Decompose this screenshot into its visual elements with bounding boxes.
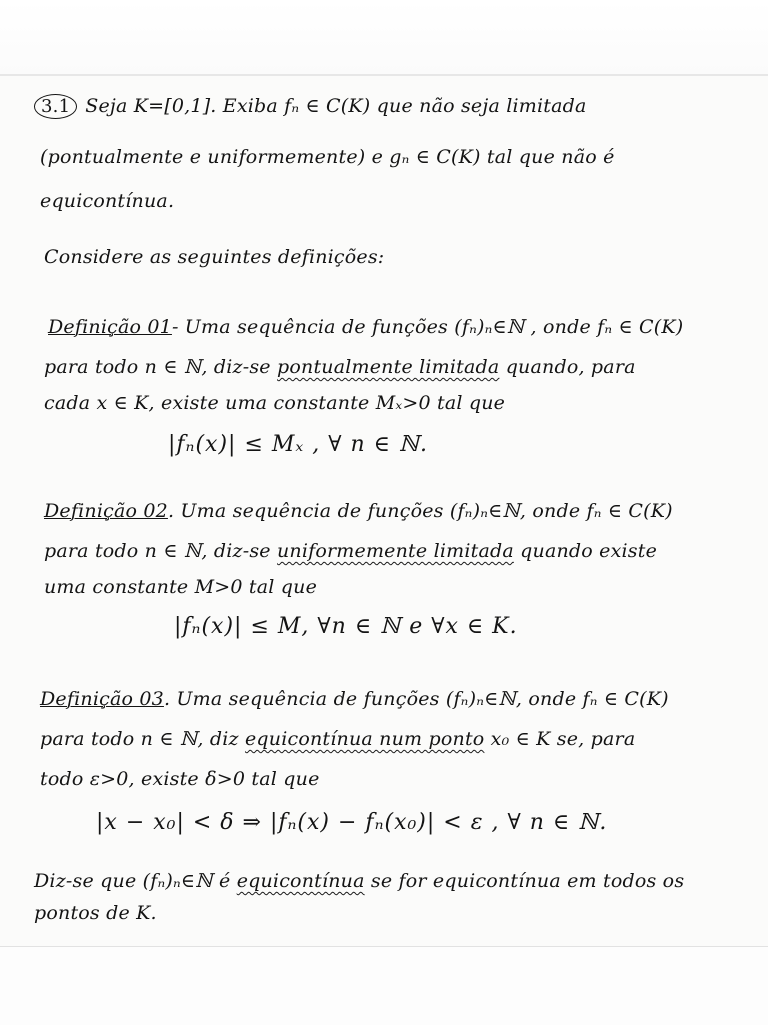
- definition-03-title: Definição 03: [40, 688, 164, 710]
- closing-line-1: [34, 870, 684, 892]
- exercise-line-1: [34, 94, 587, 119]
- definition-03-text-1: . Uma sequência de funções (fₙ)ₙ∈ℕ, onde fₙ ∈ C(K): [163, 688, 669, 710]
- definition-03-line-2: [40, 728, 635, 750]
- definition-02-title: Definição 02: [44, 500, 168, 522]
- definition-01-formula: |fₙ(x)| ≤ Mₓ , ∀ n ∈ ℕ.: [168, 432, 429, 457]
- definition-02-line-1: [44, 500, 673, 522]
- definition-01-title: Definição 01: [48, 316, 172, 338]
- definition-03-formula: |x − x₀| < δ ⇒ |fₙ(x) − fₙ(x₀)| < ε , ∀ n ∈ ℕ.: [96, 810, 608, 835]
- exercise-number: 3.1: [34, 94, 77, 119]
- intro-text: Considere as seguintes definições:: [44, 246, 385, 268]
- definition-02-text-1: . Uma sequência de funções (fₙ)ₙ∈ℕ, onde fₙ ∈ C(K): [167, 500, 673, 522]
- exercise-line-2: (pontualmente e uniformemente) e gₙ ∈ C(K) tal que não é: [40, 146, 615, 168]
- exercise-line-3: equicontínua.: [40, 190, 175, 212]
- definition-02-formula: |fₙ(x)| ≤ M, ∀n ∈ ℕ e ∀x ∈ K.: [174, 614, 518, 639]
- definition-01-text-2a: para todo n ∈ ℕ, diz-se: [44, 356, 271, 378]
- definition-03-term: equicontínua num ponto: [244, 728, 485, 750]
- closing-text-1a: Diz-se que (fₙ)ₙ∈ℕ é: [34, 870, 231, 892]
- definition-01-text-2b: quando, para: [505, 356, 636, 378]
- definition-01-term: pontualmente limitada: [277, 356, 500, 378]
- definition-01-line-3: cada x ∈ K, existe uma constante Mₓ>0 tal que: [44, 392, 506, 414]
- closing-term: equicontínua: [236, 870, 365, 892]
- handwritten-page: [0, 74, 768, 948]
- definition-02-text-2a: para todo n ∈ ℕ, diz-se: [44, 540, 271, 562]
- definition-02-term: uniformemente limitada: [277, 540, 514, 562]
- definition-02-text-2b: quando existe: [520, 540, 658, 562]
- closing-line-2: pontos de K.: [34, 902, 157, 924]
- closing-text-1b: se for equicontínua em todos os: [370, 870, 685, 892]
- definition-01-text-1: - Uma sequência de funções (fₙ)ₙ∈ℕ , onde fₙ ∈ C(K): [171, 316, 684, 338]
- definition-03-line-1: [40, 688, 669, 710]
- definition-01-line-2: [44, 356, 636, 378]
- scan-top-margin: [0, 0, 768, 74]
- scan-bottom-margin: [0, 946, 768, 1025]
- definition-03-line-3: todo ε>0, existe δ>0 tal que: [40, 768, 320, 790]
- definition-03-text-2a: para todo n ∈ ℕ, diz: [40, 728, 239, 750]
- definition-03-text-2b: x₀ ∈ K se, para: [490, 728, 636, 750]
- definition-02-line-2: [44, 540, 657, 562]
- exercise-text-1: Seja K=[0,1]. Exiba fₙ ∈ C(K) que não seja limitada: [85, 95, 587, 117]
- definition-01-line-1: [48, 316, 683, 338]
- definition-02-line-3: uma constante M>0 tal que: [44, 576, 318, 598]
